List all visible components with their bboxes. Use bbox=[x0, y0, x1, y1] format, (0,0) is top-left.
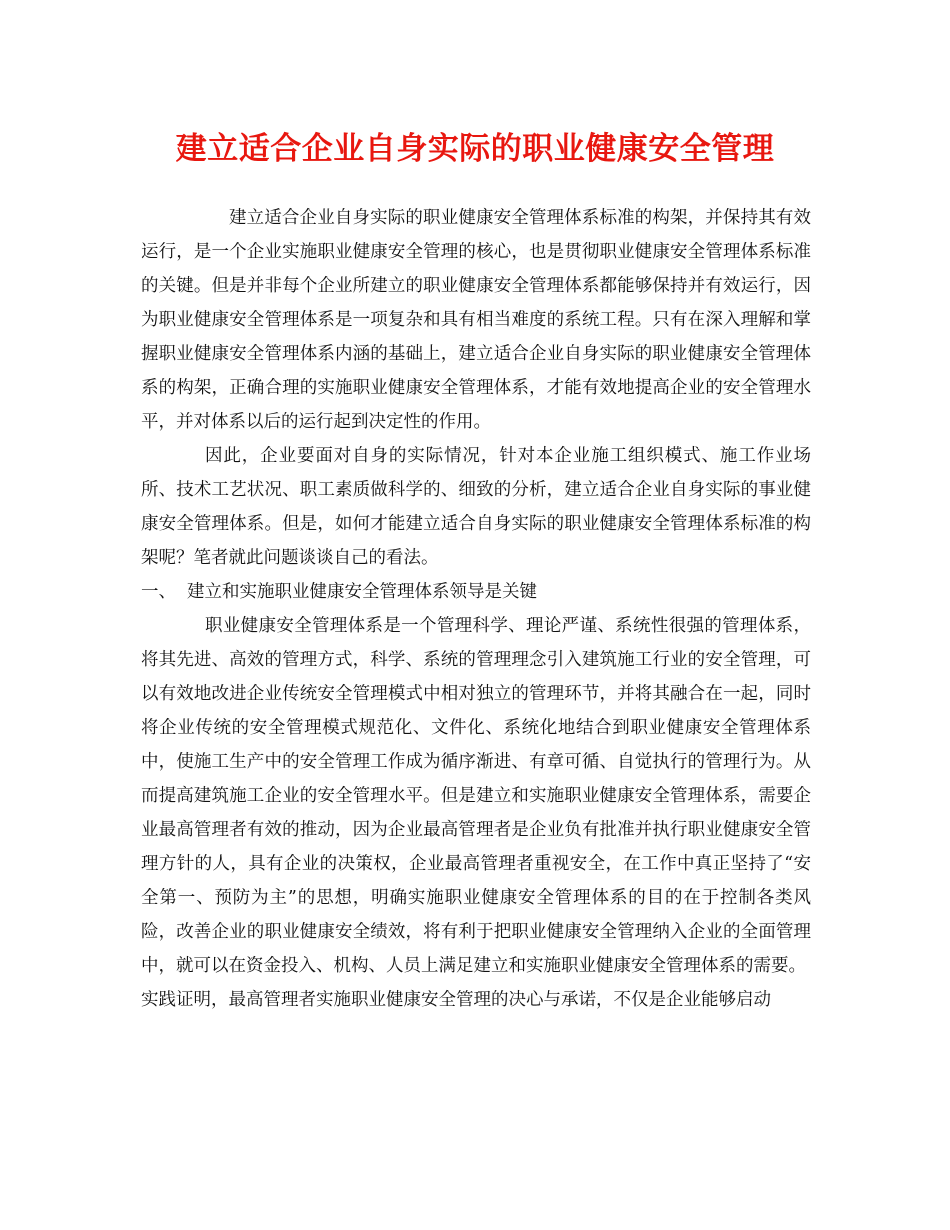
paragraph-intro: 建立适合企业自身实际的职业健康安全管理体系标准的构架，并保持其有效运行，是一个企业实施职业健康安全管理的核心，也是贯彻职业健康安全管理体系标准的关键。但是并非每个企业所建立的职业健康安全管理体系都能够保持并有效运行，因为职业健康安全管理体系是一项复杂和具有相当难度的系统工程。只有在深入理解和掌握职业健康安全管理体系内涵的基础上，建立适合企业自身实际的职业健康安全管理体系的构架，正确合理的实施职业健康安全管理体系，才能有效地提高企业的安全管理水平，并对体系以后的运行起到决定性的作用。 bbox=[141, 208, 811, 432]
document-title: 建立适合企业自身实际的职业健康安全管理 bbox=[175, 131, 775, 167]
section-heading bbox=[141, 575, 811, 609]
paragraph-section-body: 职业健康安全管理体系是一个管理科学、理论严谨、系统性很强的管理体系，将其先进、高效的管理方式，科学、系统的管理理念引入建筑施工行业的安全管理，可以有效地改进企业传统安全管理模式中相对独立的管理环节，并将其融合在一起，同时将企业传统的安全管理模式规范化、文件化、系统化地结合到职业健康安全管理体系中，使施工生产中的安全管理工作成为循序渐进、有章可循、自觉执行的管理行为。从而提高建筑施工企业的安全管理水平。但是建立和实施职业健康安全管理体系，需要企业最高管理者有效的推动，因为企业最高管理者是企业负有批准并执行职业健康安全管理方针的人，具有企业的决策权，企业最高管理者重视安全，在工作中真正坚持了“安全第一、预防为主”的思想，明确实施职业健康安全管理体系的目的在于控制各类风险，改善企业的职业健康安全绩效，将有利于把职业健康安全管理纳入企业的全面管理中，就可以在资金投入、机构、人员上满足建立和实施职业健康安全管理体系的需要。 bbox=[141, 616, 811, 976]
section-heading-text: 建立和实施职业健康安全管理体系领导是关键 bbox=[187, 582, 537, 602]
paragraph-practice: 实践证明，最高管理者实施职业健康安全管理的决心与承诺，不仅是企业能够启动 bbox=[141, 990, 771, 1010]
document-body bbox=[141, 201, 811, 1017]
paragraph-therefore: 因此，企业要面对自身的实际情况，针对本企业施工组织模式、施工作业场所、技术工艺状况、职工素质做科学的、细致的分析，建立适合企业自身实际的事业健康安全管理体系。但是，如何才能建立适合自身实际的职业健康安全管理体系标准的构架呢？笔者就此问题谈谈自己的看法。 bbox=[141, 446, 811, 568]
section-number: 一、 bbox=[141, 582, 176, 602]
